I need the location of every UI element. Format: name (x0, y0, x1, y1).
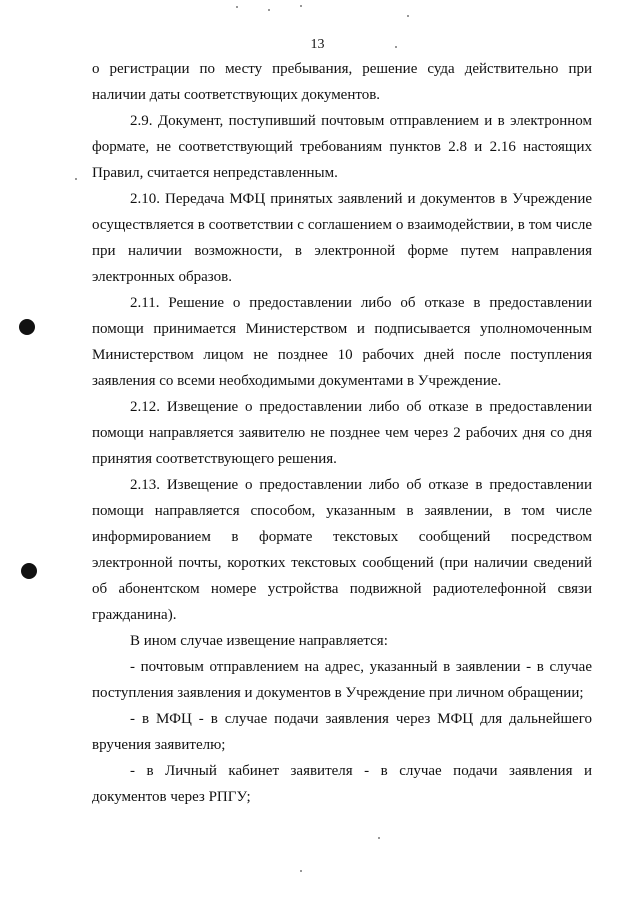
text-line: Министерством лицом не позднее 10 рабочих дней после поступления (92, 347, 592, 363)
scan-speck (407, 15, 409, 17)
text-line: заявления со всеми необходимыми документами в Учреждение. (92, 373, 502, 389)
text-line: о регистрации по месту пребывания, решение суда действительно при (92, 61, 592, 77)
paragraph-other-case-line: В ином случае извещение направляется: (130, 633, 388, 649)
scan-speck (236, 6, 238, 8)
paragraph-2-9-line: 2.9. Документ, поступивший почтовым отправлением и в электронном (130, 113, 592, 129)
list-item-cabinet-line: - в Личный кабинет заявителя - в случае подачи заявления и (130, 763, 592, 779)
text-line: при наличии возможности, в электронной форме путем направления (92, 243, 592, 259)
paragraph-2-11-line: 2.11. Решение о предоставлении либо об отказе в предоставлении (130, 295, 592, 311)
scan-speck (378, 837, 380, 839)
text-line: документов через РПГУ; (92, 789, 251, 805)
scan-speck (300, 5, 302, 7)
text-line: помощи принимается Министерством и подписывается уполномоченным (92, 321, 592, 337)
list-item-post-line: - почтовым отправлением на адрес, указанный в заявлении - в случае (130, 659, 592, 675)
text-line: вручения заявителю; (92, 737, 226, 753)
text-line: осуществляется в соответствии с соглашением о взаимодействии, в том числе (92, 217, 592, 233)
text-line: Правил, считается непредставленным. (92, 165, 338, 181)
scan-speck (395, 46, 397, 48)
scan-speck (268, 9, 270, 11)
text-line: помощи направляется заявителю не позднее чем через 2 рабочих дня со дня (92, 425, 592, 441)
punch-hole-mark (21, 563, 37, 579)
text-line: принятия соответствующего решения. (92, 451, 337, 467)
text-line: электронной почты, коротких текстовых сообщений (при наличии сведений (92, 555, 592, 571)
punch-hole-mark (19, 319, 35, 335)
text-line: наличии даты соответствующих документов. (92, 87, 381, 103)
page-number: 13 (310, 37, 325, 52)
paragraph-2-12-line: 2.12. Извещение о предоставлении либо об отказе в предоставлении (130, 399, 592, 415)
paragraph-2-10-line: 2.10. Передача МФЦ принятых заявлений и документов в Учреждение (130, 191, 592, 207)
scan-speck (75, 178, 77, 180)
text-line: формате, не соответствующий требованиям пунктов 2.8 и 2.16 настоящих (92, 139, 592, 155)
scan-speck (300, 870, 302, 872)
text-line: информированием в формате текстовых сообщений посредством (92, 529, 592, 545)
text-line: электронных образов. (92, 269, 232, 285)
text-line: помощи направляется способом, указанным в заявлении, в том числе (92, 503, 592, 519)
text-line: гражданина). (92, 607, 177, 623)
paragraph-2-13-line: 2.13. Извещение о предоставлении либо об отказе в предоставлении (130, 477, 592, 493)
text-line: поступления заявления и документов в Учреждение при личном обращении; (92, 685, 584, 701)
text-line: об абонентском номере устройства подвижной радиотелефонной связи (92, 581, 592, 597)
list-item-mfc-line: - в МФЦ - в случае подачи заявления через МФЦ для дальнейшего (130, 711, 592, 727)
